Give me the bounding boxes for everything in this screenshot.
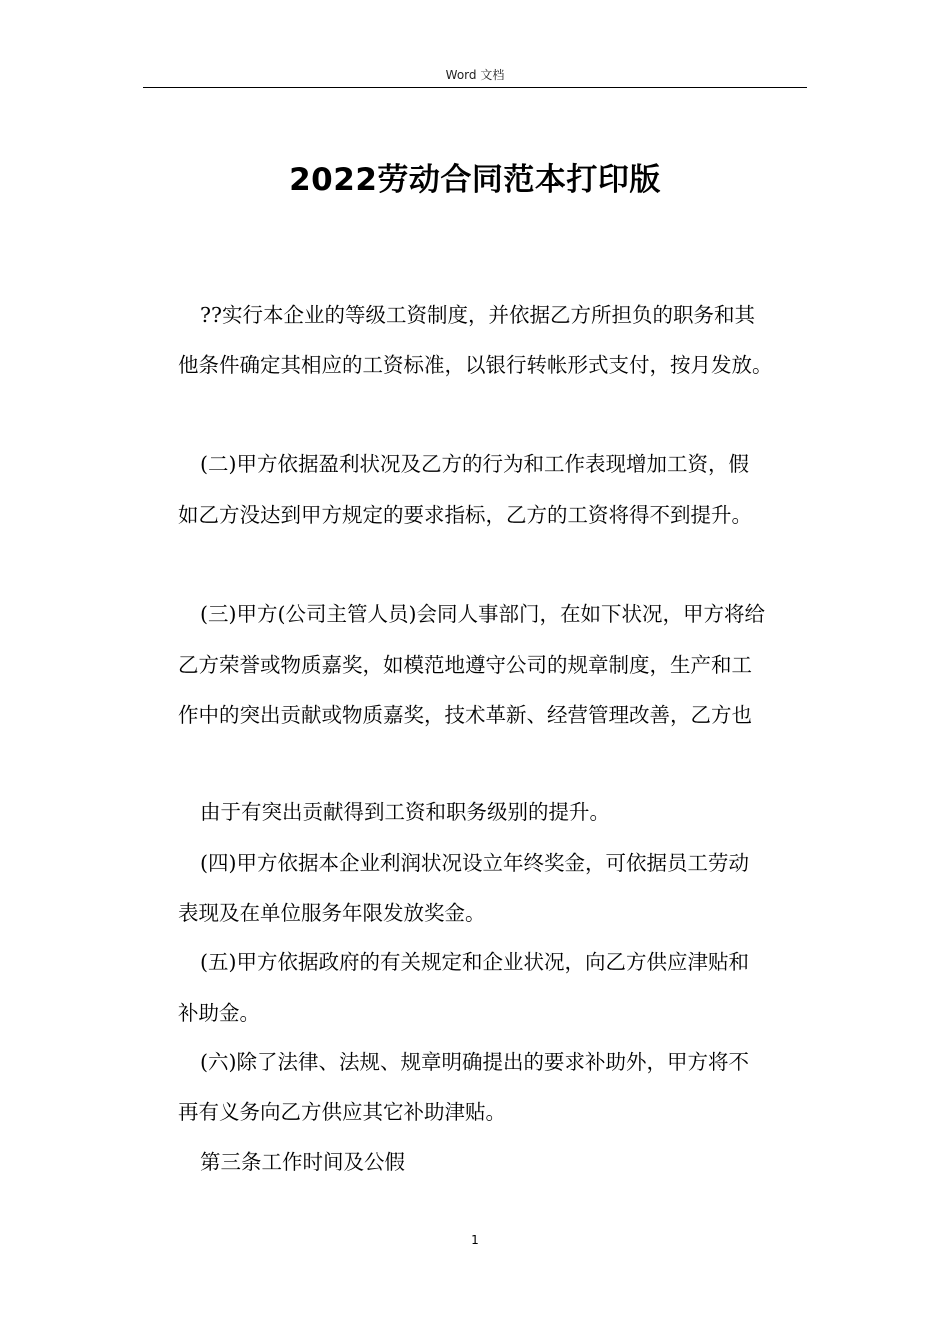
paragraph-line: 再有义务向乙方供应其它补助津贴。: [178, 1100, 506, 1124]
paragraph-line: 他条件确定其相应的工资标准，以银行转帐形式支付，按月发放。: [178, 353, 773, 377]
paragraph-line: (五)甲方依据政府的有关规定和企业状况，向乙方供应津贴和: [200, 950, 749, 974]
paragraph-line: 作中的突出贡献或物质嘉奖，技术革新、经营管理改善，乙方也: [178, 703, 752, 727]
paragraph-line: 乙方荣誉或物质嘉奖，如模范地遵守公司的规章制度，生产和工: [178, 653, 752, 677]
paragraph-line: (六)除了法律、法规、规章明确提出的要求补助外，甲方将不: [200, 1050, 749, 1074]
paragraph-line: (二)甲方依据盈利状况及乙方的行为和工作表现增加工资，假: [200, 452, 749, 476]
page-number: 1: [471, 1233, 479, 1247]
paragraph-line: (四)甲方依据本企业利润状况设立年终奖金，可依据员工劳动: [200, 851, 749, 875]
paragraph-line: 由于有突出贡献得到工资和职务级别的提升。: [200, 800, 610, 824]
header-divider: [143, 87, 807, 88]
page-header: Word 文档: [445, 68, 505, 82]
paragraph-line: (三)甲方(公司主管人员)会同人事部门，在如下状况，甲方将给: [200, 602, 765, 626]
document-title: 2022劳动合同范本打印版: [289, 162, 661, 198]
paragraph-line: 如乙方没达到甲方规定的要求指标，乙方的工资将得不到提升。: [178, 503, 752, 527]
paragraph-line: 补助金。: [178, 1001, 260, 1025]
section-heading: 第三条工作时间及公假: [200, 1150, 405, 1174]
paragraph-line: ??实行本企业的等级工资制度，并依据乙方所担负的职务和其: [200, 303, 755, 327]
paragraph-line: 表现及在单位服务年限发放奖金。: [178, 901, 486, 925]
